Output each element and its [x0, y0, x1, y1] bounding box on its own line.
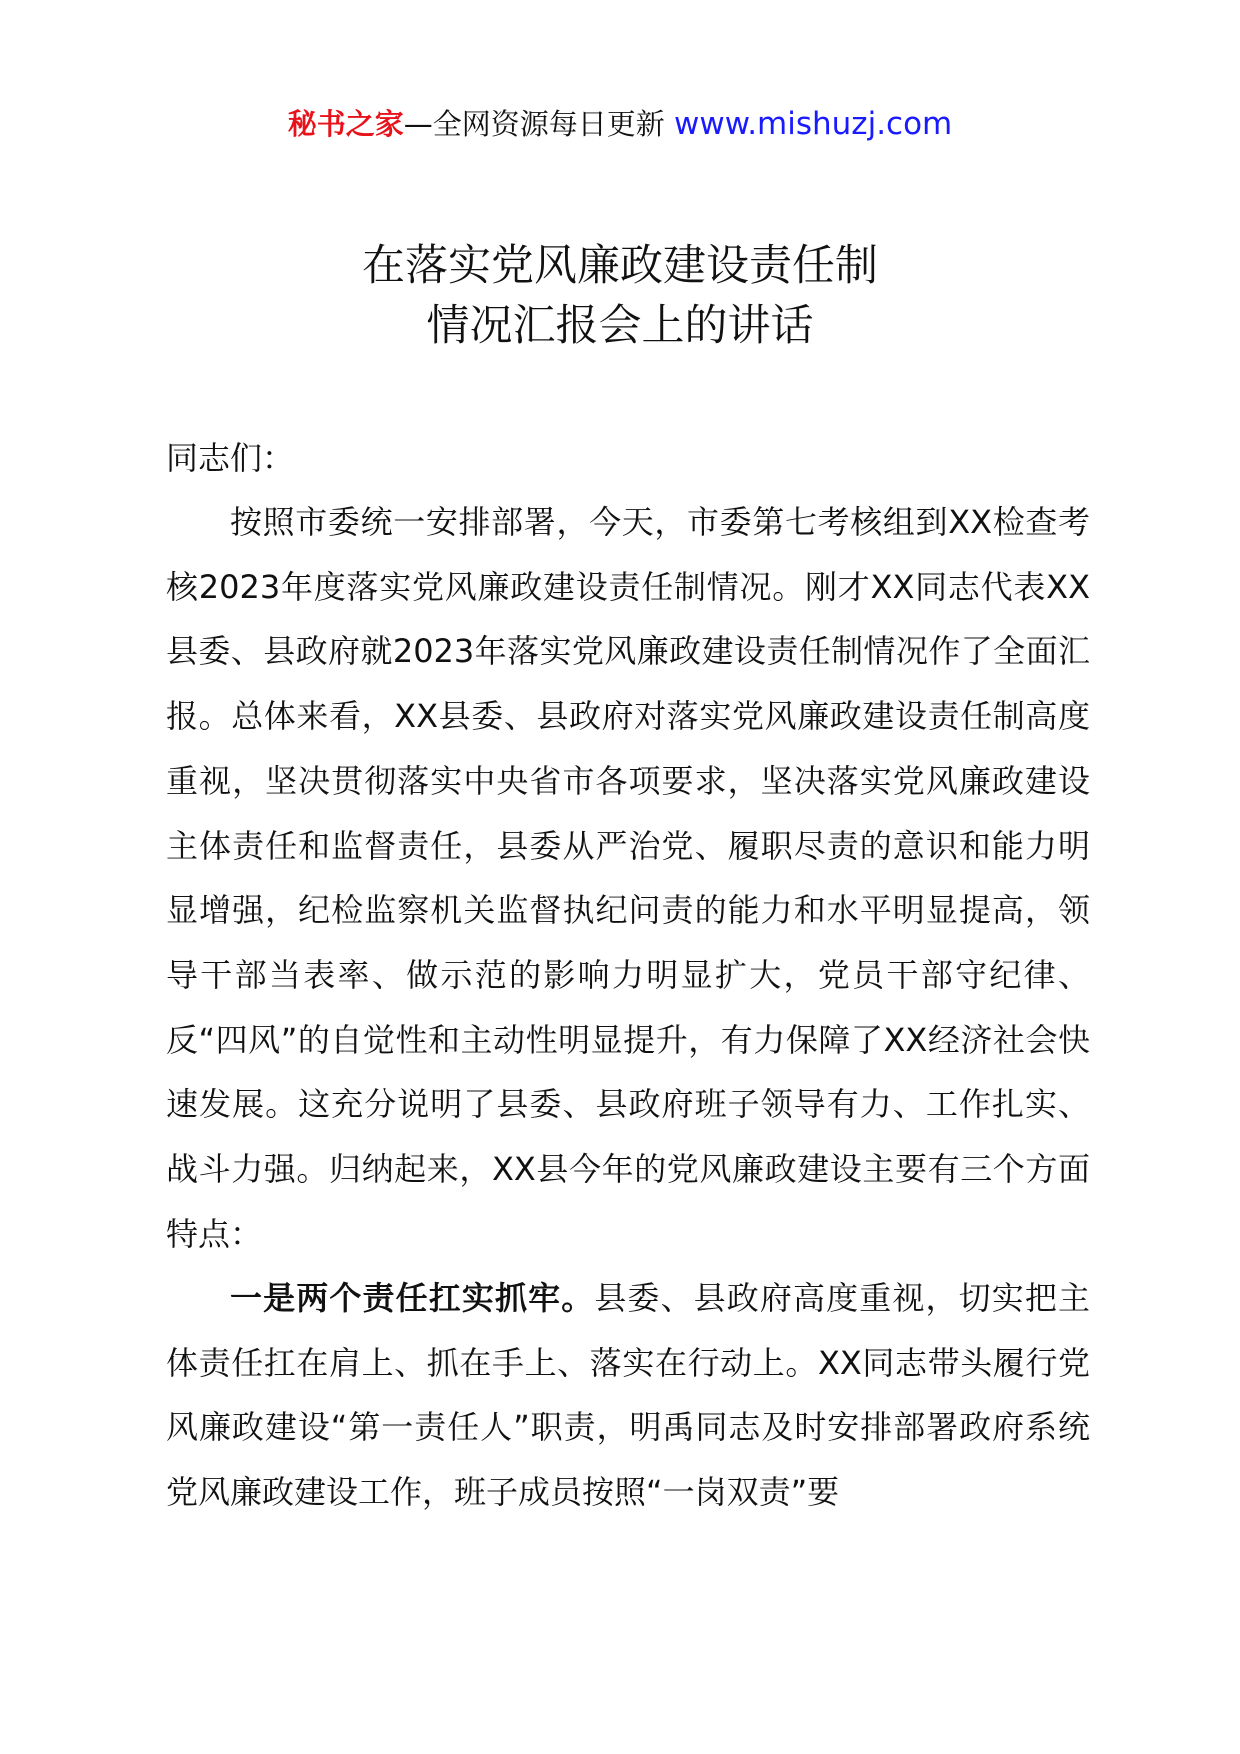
site-header	[0, 104, 1240, 144]
title-line-2: 情况汇报会上的讲话	[426, 301, 814, 351]
paragraph-lead: 一是两个责任扛实抓牢。	[230, 1279, 595, 1317]
site-tagline: —全网资源每日更新	[403, 107, 665, 141]
paragraph-text: 按照市委统一安排部署，今天，市委第七考核组到XX检查考核2023年度落实党风廉政建设责任制情况。刚才XX同志代表XX县委、县政府就2023年落实党风廉政建设责任制情况作了全面汇报。总体来看，XX县委、县政府对落实党风廉政建设责任制高度重视，坚决贯彻落实中央省市各项要求，坚决落实党风廉政建设主体责任和监督责任，县委从严治党、履职尽责的意识和能力明显增强，纪检监察机关监督执纪问责的能力和水平明显提高，领导干部当表率、做示范的影响力明显扩大，党员干部守纪律、反“四风”的自觉性和主动性明显提升，有力保障了XX经济社会快速发展。这充分说明了县委、县政府班子领导有力、工作扎实、战斗力强。归纳起来，XX县今年的党风廉政建设主要有三个方面特点：	[166, 503, 1090, 1253]
body-paragraph-2	[166, 1266, 1090, 1525]
salutation: 同志们：	[166, 439, 295, 477]
title-line-1: 在落实党风廉政建设责任制	[362, 241, 878, 291]
body-paragraph-1	[166, 490, 1090, 1266]
paragraph-text	[166, 1266, 1090, 1525]
site-url-link[interactable]: www.mishuzj.com	[673, 106, 953, 142]
paragraph-body: 县委、县政府高度重视，切实把主体责任扛在肩上、抓在手上、落实在行动上。XX同志带头履行党风廉政建设“第一责任人”职责，明禹同志及时安排部署政府系统党风廉政建设工作，班子成员按照“一岗双责”要	[166, 1279, 1090, 1512]
site-brand: 秘书之家	[287, 107, 404, 141]
document-title	[0, 236, 1240, 356]
